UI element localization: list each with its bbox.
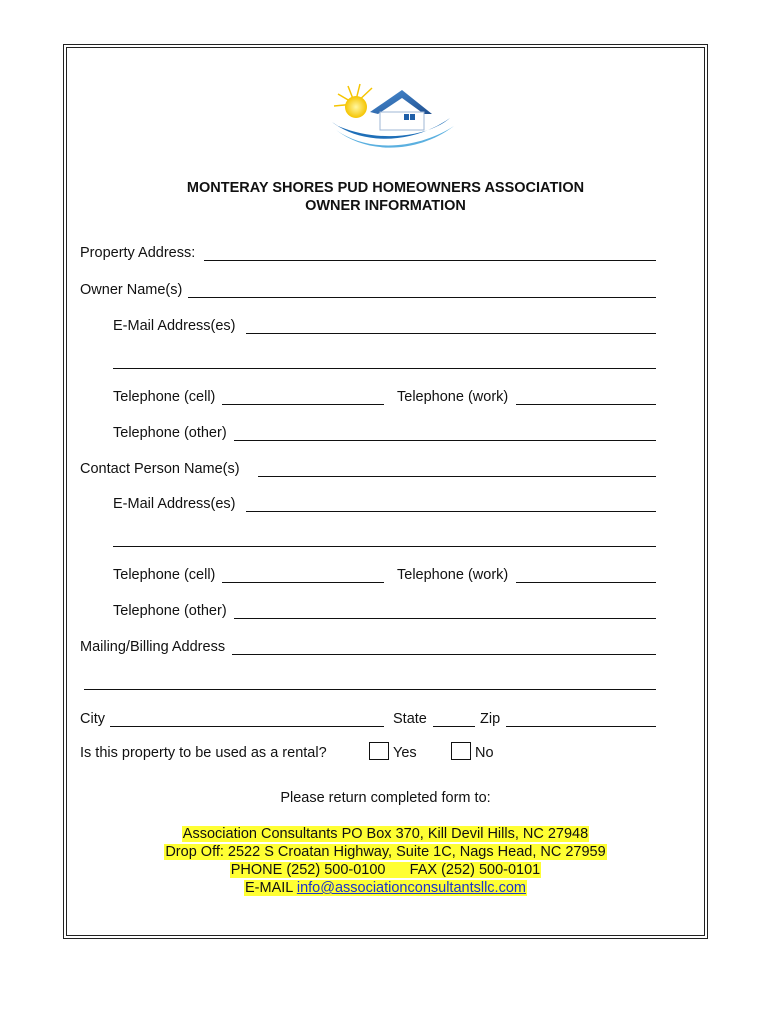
- owner-email-field[interactable]: [246, 333, 656, 334]
- rental-no-label: No: [475, 745, 494, 761]
- rental-question-label: Is this property to be used as a rental?: [80, 745, 327, 761]
- state-label: State: [393, 711, 427, 727]
- mailing-address-label: Mailing/Billing Address: [80, 639, 226, 655]
- owner-email-label: E-Mail Address(es): [113, 318, 236, 334]
- property-address-field[interactable]: [204, 260, 656, 261]
- email-link[interactable]: info@associationconsultantsllc.com: [296, 880, 526, 896]
- contact-tel-other-label: Telephone (other): [113, 603, 227, 619]
- email-label: E-MAIL: [245, 880, 293, 896]
- owner-tel-work-field[interactable]: [516, 404, 656, 405]
- form-title-line2: OWNER INFORMATION: [305, 198, 466, 214]
- owner-tel-cell-label: Telephone (cell): [113, 389, 216, 405]
- contact-tel-other-field[interactable]: [234, 618, 656, 619]
- city-label: City: [80, 711, 105, 727]
- rental-yes-label: Yes: [393, 745, 417, 761]
- contact-names-field[interactable]: [258, 476, 656, 477]
- consultant-address: Association Consultants PO Box 370, Kill Devil Hills, NC 27948: [182, 826, 589, 842]
- state-field[interactable]: [433, 726, 475, 727]
- zip-label: Zip: [480, 711, 501, 727]
- contact-tel-work-field[interactable]: [516, 582, 656, 583]
- mailing-address-field-2[interactable]: [84, 689, 656, 690]
- contact-email-label: E-Mail Address(es): [113, 496, 236, 512]
- rental-no-checkbox[interactable]: [451, 742, 471, 760]
- owner-email-field-2[interactable]: [113, 368, 656, 369]
- zip-field[interactable]: [506, 726, 656, 727]
- phone-fax: PHONE (252) 500-0100 FAX (252) 500-0101: [230, 862, 541, 878]
- email-line: [244, 880, 527, 896]
- form-title-line1: MONTERAY SHORES PUD HOMEOWNERS ASSOCIATION: [186, 180, 585, 196]
- owner-names-field[interactable]: [188, 297, 656, 298]
- dropoff-address: Drop Off: 2522 S Croatan Highway, Suite 1C, Nags Head, NC 27959: [165, 844, 606, 860]
- owner-tel-work-label: Telephone (work): [397, 389, 509, 405]
- rental-yes-checkbox[interactable]: [369, 742, 389, 760]
- owner-names-label: Owner Name(s): [80, 282, 183, 298]
- owner-tel-cell-field[interactable]: [222, 404, 384, 405]
- contact-tel-cell-field[interactable]: [222, 582, 384, 583]
- contact-names-label: Contact Person Name(s): [80, 461, 240, 477]
- contact-email-field-2[interactable]: [113, 546, 656, 547]
- owner-tel-other-label: Telephone (other): [113, 425, 227, 441]
- return-instruction: Please return completed form to:: [280, 790, 491, 806]
- house-logo-icon: [320, 74, 460, 164]
- contact-tel-work-label: Telephone (work): [397, 567, 509, 583]
- contact-tel-cell-label: Telephone (cell): [113, 567, 216, 583]
- contact-email-field[interactable]: [246, 511, 656, 512]
- city-field[interactable]: [110, 726, 384, 727]
- mailing-address-field[interactable]: [232, 654, 656, 655]
- property-address-label: Property Address:: [80, 245, 196, 261]
- owner-tel-other-field[interactable]: [234, 440, 656, 441]
